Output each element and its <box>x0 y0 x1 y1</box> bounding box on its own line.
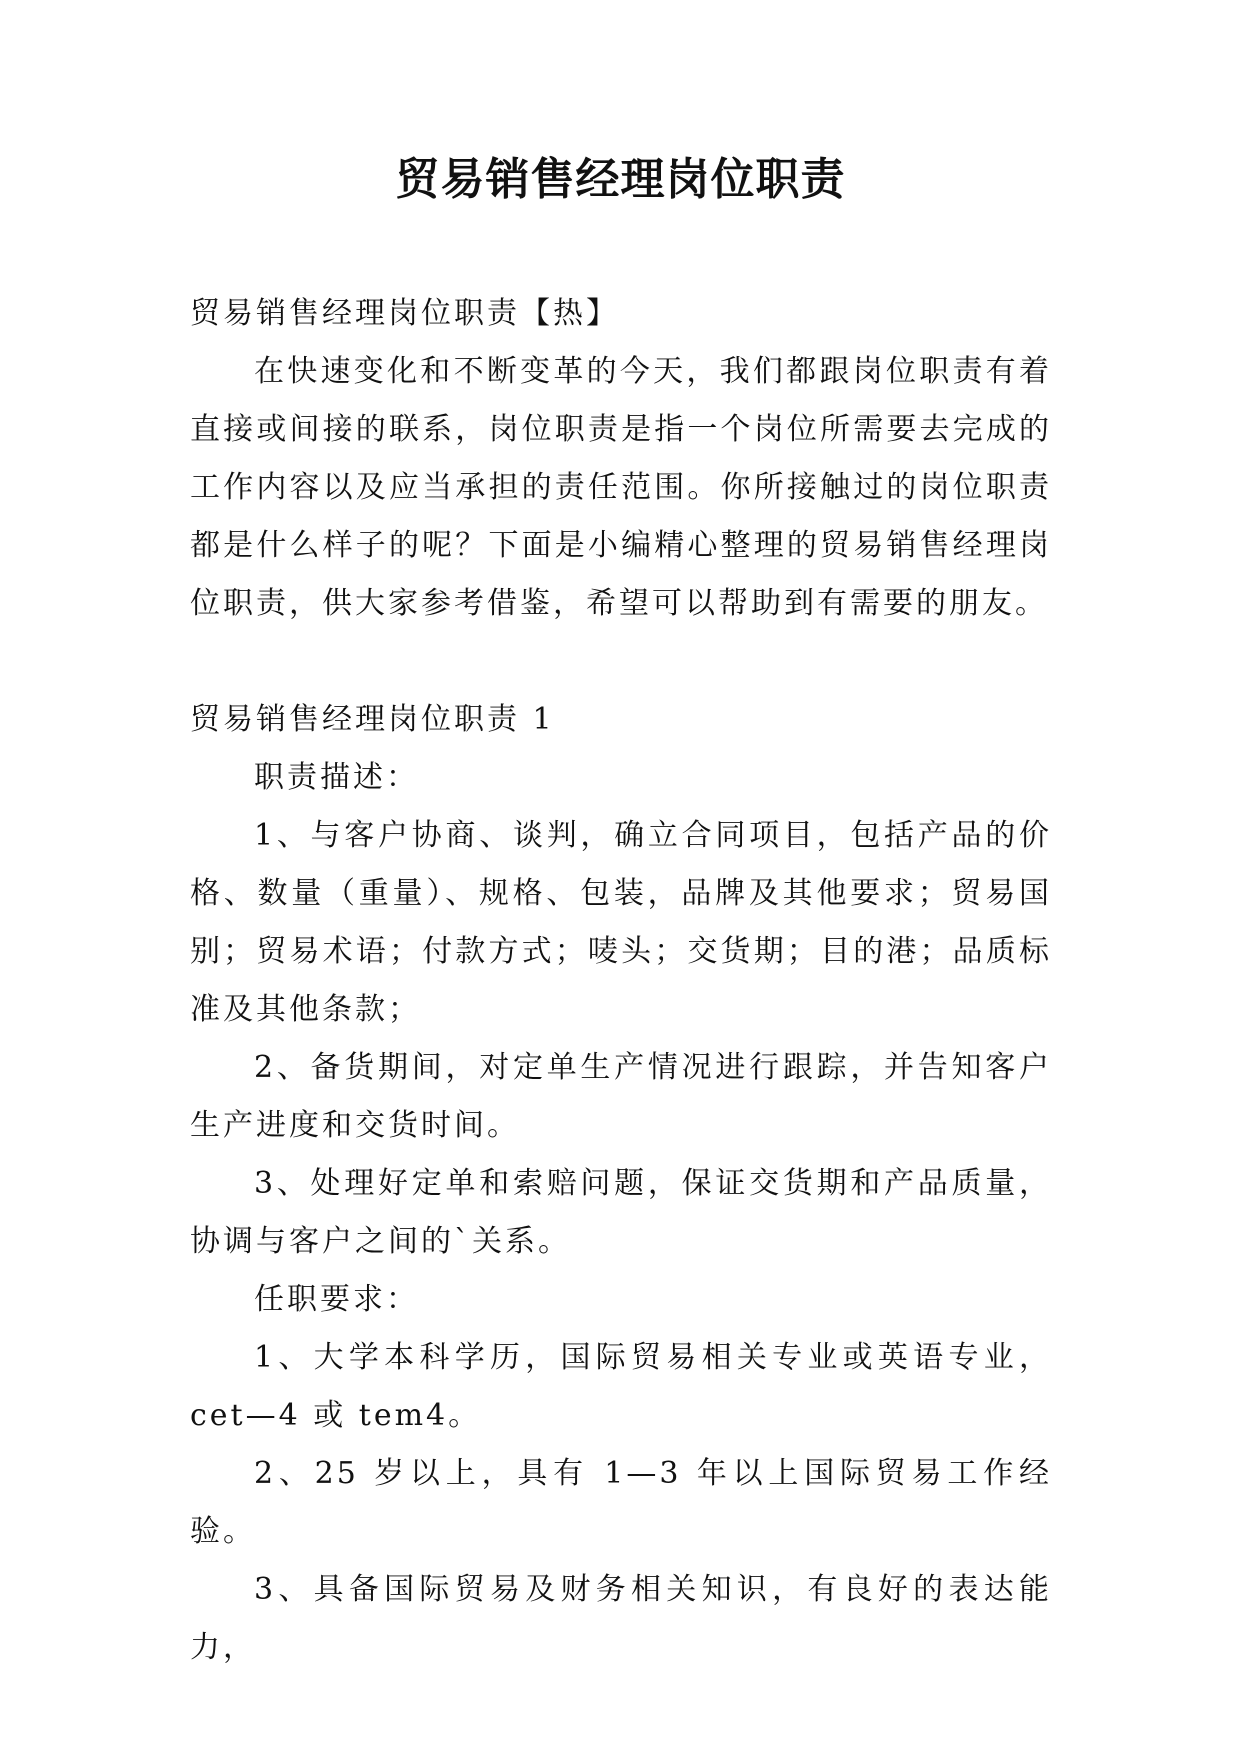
requirement-item-2: 2、25 岁以上，具有 1—3 年以上国际贸易工作经验。 <box>190 1456 1052 1549</box>
duty-item-2: 2、备货期间，对定单生产情况进行跟踪，并告知客户生产进度和交货时间。 <box>190 1050 1052 1143</box>
requirement-item-3: 3、具备国际贸易及财务相关知识，有良好的表达能力， <box>190 1572 1052 1665</box>
intro-heading: 贸易销售经理岗位职责【热】 <box>190 296 619 331</box>
requirements-label: 任职要求： <box>254 1282 419 1317</box>
section-heading: 贸易销售经理岗位职责 1 <box>190 702 555 737</box>
intro-paragraph: 在快速变化和不断变革的今天，我们都跟岗位职责有着直接或间接的联系，岗位职责是指一个岗位所需要去完成的工作内容以及应当承担的责任范围。你所接触过的岗位职责都是什么样子的呢？下面是小编精心整理的贸易销售经理岗位职责，供大家参考借鉴，希望可以帮助到有需要的朋友。 <box>190 354 1052 621</box>
duty-item-1: 1、与客户协商、谈判，确立合同项目，包括产品的价格、数量（重量）、规格、包装，品牌及其他要求；贸易国别；贸易术语；付款方式；唛头；交货期；目的港；品质标准及其他条款； <box>190 818 1052 1027</box>
requirement-item-1: 1、大学本科学历，国际贸易相关专业或英语专业，cet—4 或 tem4。 <box>190 1340 1052 1433</box>
duty-item-3: 3、处理好定单和索赔问题，保证交货期和产品质量，协调与客户之间的`关系。 <box>190 1166 1052 1259</box>
duties-label: 职责描述： <box>254 760 419 795</box>
document-title: 贸易销售经理岗位职责 <box>395 154 846 205</box>
document-body <box>190 285 1052 1677</box>
